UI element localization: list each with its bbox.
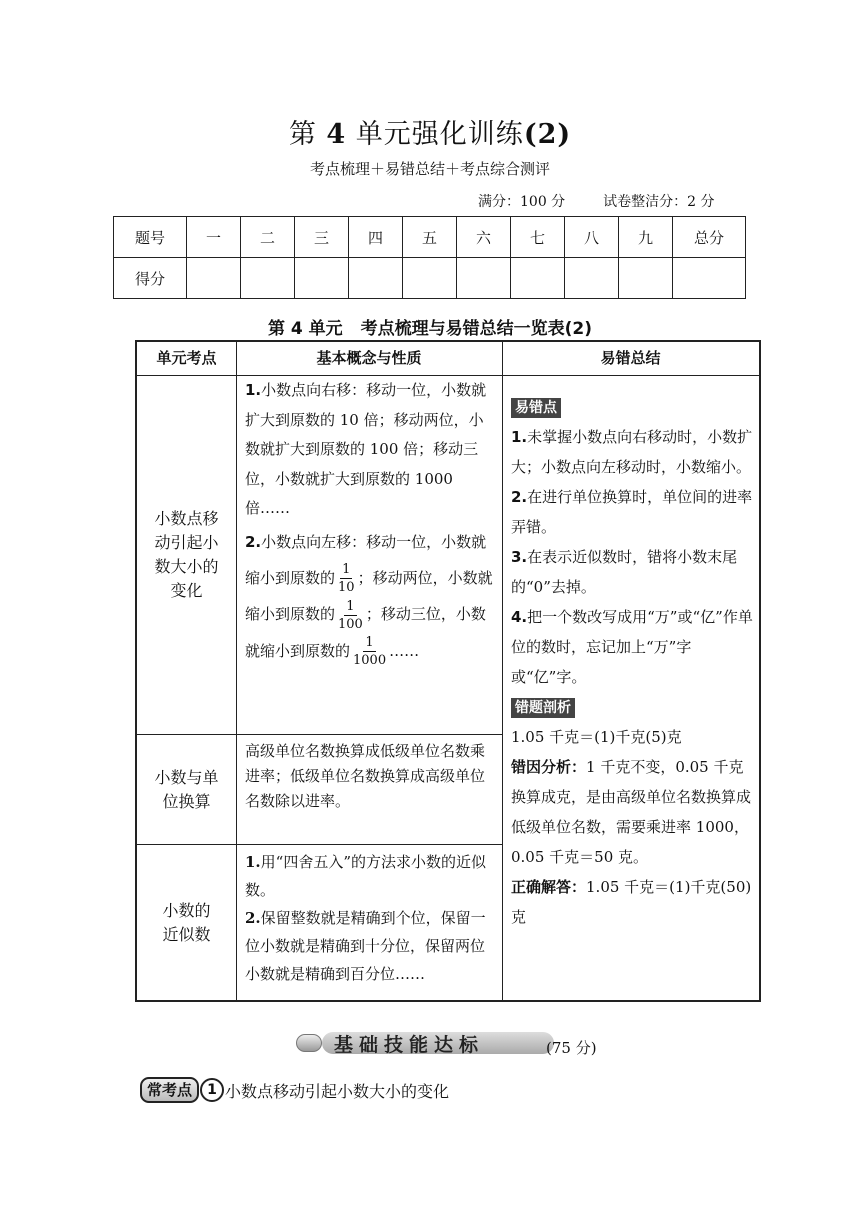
badge-error-analysis: 错题剖析 [511, 698, 575, 718]
full-score: 满分：100 分 [478, 194, 566, 210]
score-info [478, 191, 715, 211]
score-cell[interactable] [403, 258, 457, 299]
score-row-label: 得分 [114, 258, 187, 299]
score-cell[interactable] [349, 258, 403, 299]
error-item: 1.未掌握小数点向右移动时，小数扩大；小数点向左移动时，小数缩小。 [511, 428, 753, 476]
badge-common-errors: 易错点 [511, 398, 561, 418]
cloud-icon [296, 1034, 322, 1052]
score-col-header: 一 [187, 217, 241, 258]
summary-heading: 第 4 单元 考点梳理与易错总结一览表(2) [267, 319, 593, 339]
score-cell[interactable] [187, 258, 241, 299]
page-title: 第 4 单元强化训练(2) [288, 119, 572, 150]
correct-answer: 正确解答：1.05 千克＝(1)千克(50)克 [511, 878, 752, 926]
fraction: $\frac{1}{10}$ [338, 562, 355, 595]
col-header-concept: 基本概念与性质 [316, 349, 422, 367]
error-example: 1.05 千克＝(1)千克(5)克 [511, 728, 682, 746]
score-cell[interactable] [457, 258, 511, 299]
concept-item: 1.用“四舍五入”的方法求小数的近似数。 [245, 853, 487, 899]
topic-cell: 小数的近似数 [162, 900, 211, 944]
key-point-number: 1 [200, 1078, 224, 1102]
col-header-errors: 易错总结 [600, 349, 661, 367]
error-item: 4.把一个数改写成用“万”或“亿”作单位的数时，忘记加上“万”字或“亿”字。 [511, 608, 753, 686]
score-col-header: 题号 [114, 217, 187, 258]
score-cell[interactable] [511, 258, 565, 299]
key-point-heading [140, 1077, 449, 1103]
summary-table [135, 340, 761, 1002]
concept-item: 2.保留整数就是精确到个位，保留一位小数就是精确到十分位，保留两位小数就是精确到百分位…… [245, 909, 486, 983]
score-table-score-row [114, 258, 746, 299]
score-col-header: 八 [565, 217, 619, 258]
score-cell[interactable] [619, 258, 673, 299]
error-reason: 错因分析：1 千克不变，0.05 千克换算成克，是由高级单位名数换算成低级单位名数，需要乘进率 1000，0.05 千克＝50 克。 [511, 758, 752, 866]
score-col-header: 总分 [673, 217, 746, 258]
column-divider [236, 342, 237, 1000]
score-cell[interactable] [241, 258, 295, 299]
error-item: 3.在表示近似数时，错将小数末尾的“0”去掉。 [511, 548, 738, 596]
section-points: (75 分) [546, 1039, 597, 1057]
errors-column [511, 392, 755, 932]
fraction: $\frac{1}{100}$ [338, 598, 363, 632]
score-table [113, 216, 746, 299]
score-col-header: 二 [241, 217, 295, 258]
concept-decimal-shift [245, 376, 495, 669]
score-col-header: 四 [349, 217, 403, 258]
score-cell[interactable] [673, 258, 746, 299]
key-point-label: 小数点移动引起小数大小的变化 [225, 1081, 450, 1101]
score-col-header: 五 [403, 217, 457, 258]
topic-cell: 小数与单位换算 [154, 767, 219, 811]
score-col-header: 七 [511, 217, 565, 258]
score-col-header: 九 [619, 217, 673, 258]
section-title: 基础技能达标 [334, 1034, 485, 1056]
concept-unit-conversion: 高级单位名数换算成低级单位名数乘进率；低级单位名数换算成高级单位名数除以进率。 [245, 742, 486, 810]
concept-item: 1.小数点向右移：移动一位，小数就扩大到原数的 10 倍；移动两位，小数就扩大到原数的 100 倍；移动三位，小数就扩大到原数的 1000 倍…… [245, 381, 487, 517]
page-subtitle: 考点梳理＋易错总结＋考点综合测评 [309, 160, 550, 178]
topic-cell: 小数点移动引起小数大小的变化 [154, 509, 219, 600]
section-banner [296, 1030, 636, 1060]
score-cell[interactable] [565, 258, 619, 299]
col-header-topic: 单元考点 [156, 349, 217, 367]
score-col-header: 三 [295, 217, 349, 258]
fraction: $\frac{1}{1000}$ [353, 635, 387, 668]
concept-item: 2.小数点向左移：移动一位，小数就缩小到原数的 $\frac{1}{10}$ ；移动两位，小数就缩小到原数的 $\frac{1}{100}$ ；移动三位，小数就缩小到原数的 $\frac{1}{1000}$ …… [245, 532, 493, 668]
score-cell[interactable] [295, 258, 349, 299]
score-table-header-row [114, 217, 746, 258]
column-divider [502, 342, 503, 1000]
neatness-score: 试卷整洁分：2 分 [603, 194, 715, 210]
error-item: 2.在进行单位换算时，单位间的进率弄错。 [511, 488, 753, 536]
key-point-tag: 常考点 [140, 1077, 199, 1103]
concept-approximation [245, 848, 495, 988]
score-col-header: 六 [457, 217, 511, 258]
